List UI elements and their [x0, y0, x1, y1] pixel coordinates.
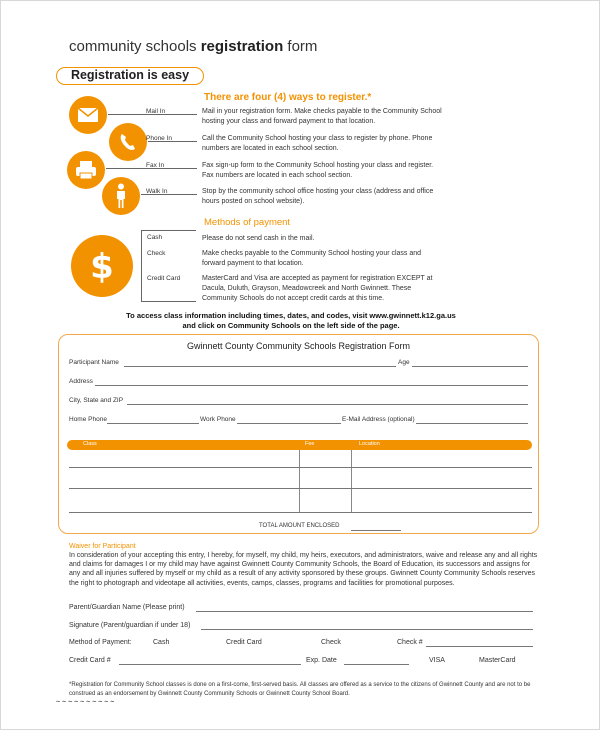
access-info [61, 311, 521, 331]
form-title: Gwinnett County Community Schools Registration Form [186, 341, 411, 351]
footnote: *Registration for Community School classes is done on a first-come, first-served basis. All classes are offered as a service to the citizens of Gwinnett County and are not to be construed as an endorsement by Gwinnett County Community Schools or Gwinnett County School Board. [69, 682, 531, 697]
column-divider [299, 450, 300, 512]
location-column-header: Location [359, 441, 380, 447]
ways-heading: There are four (4) ways to register.* [204, 92, 372, 103]
class-column-header: Class [83, 441, 97, 447]
class-row-1[interactable] [69, 467, 532, 468]
fax-in-description: Fax sign-up form to the Community School hosting your class and register. Fax numbers are located in each school section. [202, 162, 434, 179]
cash-option[interactable]: Cash [153, 639, 170, 646]
guardian-name-field[interactable] [196, 611, 533, 612]
credit-card-option[interactable]: Credit Card [226, 639, 262, 646]
method-of-payment-label: Method of Payment: [69, 639, 132, 646]
city-label: City, State and ZIP [69, 397, 124, 404]
column-divider [351, 450, 352, 512]
mail-icon [69, 96, 107, 134]
home-phone-label: Home Phone [69, 416, 107, 423]
age-field[interactable] [412, 366, 528, 367]
class-table-header [67, 440, 532, 450]
total-amount-label: TOTAL AMOUNT ENCLOSED [259, 523, 340, 529]
mail-in-label: Mail In [146, 108, 166, 115]
fax-icon [67, 151, 105, 189]
credit-card-number-label: Credit Card # [69, 657, 111, 664]
waiver-heading: Waiver for Participant [69, 543, 136, 550]
credit-card-description: MasterCard and Visa are accepted as payment for registration EXCEPT at Dacula, Duluth, Grayson, Meadowcreek and North Gwinnett. These Community Schools do not accept credit cards at this time. [202, 275, 433, 302]
phone-in-label: Phone In [146, 135, 173, 142]
work-phone-label: Work Phone [200, 416, 236, 423]
svg-text:$: $ [90, 247, 114, 286]
phone-icon [109, 123, 147, 161]
registration-form [58, 334, 539, 534]
visa-option[interactable]: VISA [429, 657, 445, 664]
city-state-zip-field[interactable] [127, 404, 528, 405]
mastercard-option[interactable]: MasterCard [479, 657, 516, 664]
exp-date-field[interactable] [344, 664, 409, 665]
access-line-1: To access class information including times, dates, and codes, visit www.gwinnett.k12.ga.us [126, 311, 456, 320]
walk-in-label: Walk In [146, 188, 168, 195]
registration-easy-badge: Registration is easy [56, 67, 204, 85]
credit-card-number-field[interactable] [119, 664, 301, 665]
cash-description: Please do not send cash in the mail. [202, 235, 315, 242]
check-number-field[interactable] [426, 646, 533, 647]
waiver-text: In consideration of your accepting this entry, I hereby, for myself, my child, my heirs, executors, and administrators, waive and release any and all rights and claims for damages I or my child may have against Gwinnett County Community Schools, the Board of Education, its successors and assigns for any and all injuries suffered by myself or my child as a result of any activity sponsored by these groups. Gwinnett County Community Schools reserves the right to photograph and videotape all activities, events, camps, classes, programs and facilities for promotional purposes. [69, 552, 538, 587]
guardian-name-label: Parent/Guardian Name (Please print) [69, 604, 185, 611]
fax-in-label: Fax In [146, 162, 165, 169]
credit-card-label: Credit Card [147, 275, 181, 282]
check-number-label: Check # [397, 639, 423, 646]
work-phone-field[interactable] [237, 423, 341, 424]
home-phone-field[interactable] [107, 423, 199, 424]
class-row-2[interactable] [69, 488, 532, 489]
phone-in-description: Call the Community School hosting your class to register by phone. Phone numbers are located in each school section. [202, 135, 433, 152]
signature-field[interactable] [201, 629, 533, 630]
check-label: Check [147, 250, 166, 257]
check-description: Make checks payable to the Community School hosting your class and forward payment to that location. [202, 250, 422, 267]
page-title: community schools registration form [69, 38, 318, 55]
mail-in-description: Mail in your registration form. Make checks payable to the Community School hosting your class and forward payment to that location. [202, 108, 442, 125]
email-field[interactable] [416, 423, 528, 424]
address-field[interactable] [95, 385, 528, 386]
signature-label: Signature (Parent/guardian if under 18) [69, 622, 191, 629]
cropped-footer-text: ~ ~ ~ ~ ~ ~ ~ ~ ~ ~ [56, 699, 115, 704]
cash-label: Cash [147, 234, 163, 241]
address-label: Address [69, 378, 93, 385]
exp-date-label: Exp. Date [306, 657, 337, 664]
age-label: Age [398, 359, 410, 366]
check-option[interactable]: Check [321, 639, 341, 646]
email-label: E-Mail Address (optional) [342, 416, 415, 423]
fee-column-header: Fee [305, 441, 315, 447]
total-amount-field[interactable] [351, 530, 401, 531]
access-line-2: and click on Community Schools on the left side of the page. [182, 321, 400, 330]
walk-in-description: Stop by the community school office hosting your class (address and office hours posted on school website). [202, 188, 434, 205]
walk-in-person-icon [102, 177, 140, 215]
dollar-icon [71, 235, 133, 297]
payment-heading: Methods of payment [204, 217, 291, 228]
participant-name-field[interactable] [124, 366, 396, 367]
class-row-3[interactable] [69, 512, 532, 513]
participant-name-label: Participant Name [69, 359, 119, 366]
